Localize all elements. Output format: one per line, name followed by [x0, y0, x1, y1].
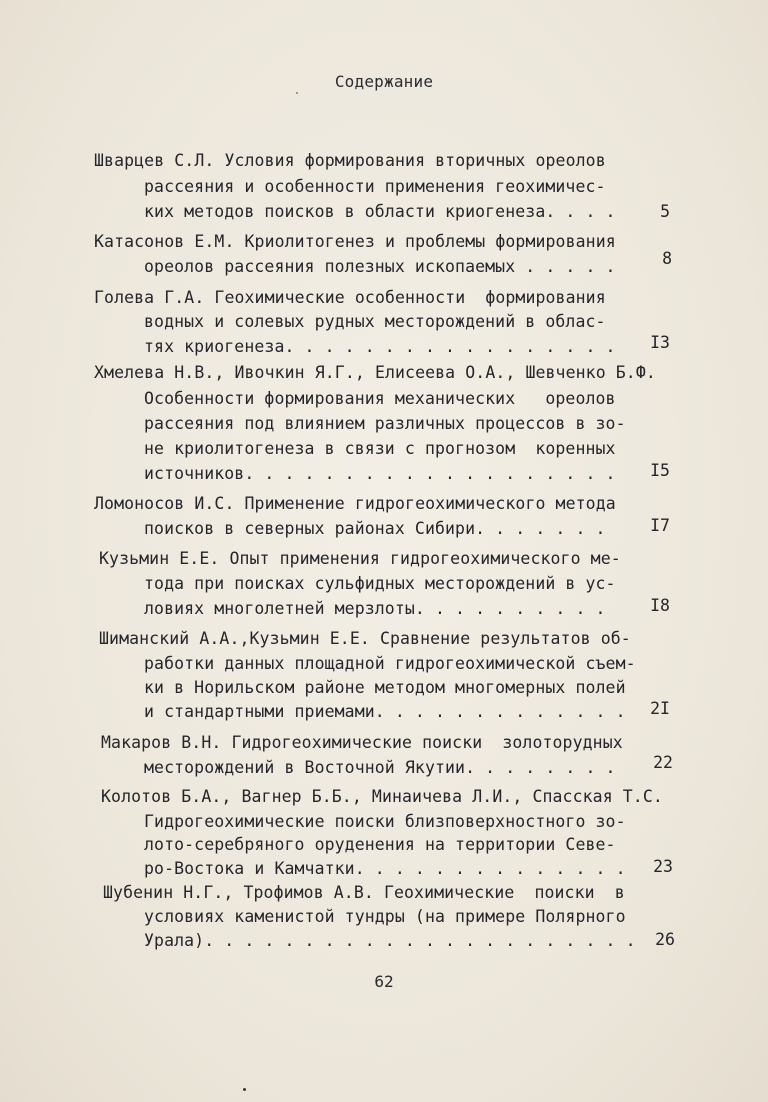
entry-page-number: 23: [653, 857, 673, 876]
entry-author-line: Хмелева Н.В., Ивочкин Я.Г., Елисеева О.А., Шевченко Б.Ф.: [94, 363, 656, 382]
entry-text-line: ро-Востока и Камчатки. . . . . . . . . . . . . .: [144, 859, 626, 878]
entry-author-line: Шварцев С.Л. Условия формирования вторичных ореолов: [94, 151, 606, 170]
entry-text-line: тях криогенеза. . . . . . . . . . . . . . . . .: [144, 337, 616, 356]
entry-author-line: Колотов Б.А., Вагнер Б.Б., Минаичева Л.И., Спасская Т.С.: [101, 787, 663, 806]
entry-text-line: месторождений в Восточной Якутии. . . . . . . .: [144, 758, 616, 777]
entry-author-line: Шиманский А.А.,Кузьмин Е.Е. Сравнение результатов об-: [99, 629, 631, 648]
entry-page-number: I8: [650, 596, 670, 615]
entry-page-number: 2I: [650, 699, 670, 718]
scan-speck: [243, 1088, 246, 1091]
entry-page-number: 22: [653, 753, 673, 772]
entry-text-line: водных и солевых рудных месторождений в облас-: [144, 312, 606, 331]
entry-page-number: 5: [660, 202, 670, 221]
entry-page-number: I5: [650, 461, 670, 480]
entry-text-line: ореолов рассеяния полезных ископаемых . . . . .: [144, 257, 616, 276]
entry-text-line: работки данных площадной гидрогеохимической съем-: [144, 654, 636, 673]
entry-text-line: не криолитогенеза в связи с прогнозом коренных: [144, 439, 616, 458]
entry-text-line: рассеяния и особенности применения геохимичес-: [144, 177, 606, 196]
entry-page-number: I7: [650, 516, 670, 535]
entry-author-line: Голева Г.А. Геохимические особенности формирования: [94, 288, 606, 307]
entry-page-number: 8: [662, 249, 672, 268]
page-number: 62: [374, 972, 394, 991]
entry-text-line: рассеяния под влиянием различных процессов в зо-: [144, 414, 626, 433]
entry-text-line: источников. . . . . . . . . . . . . . . . . . .: [144, 464, 616, 483]
entry-author-line: Ломоносов И.С. Применение гидрогеохимического метода: [94, 494, 616, 513]
entry-page-number: I3: [650, 333, 670, 352]
page-title: Содержание: [334, 72, 434, 91]
entry-text-line: лото-серебряного оруденения на территории Севе-: [144, 835, 616, 854]
scan-speck: [296, 92, 298, 94]
entry-text-line: Особенности формирования механических ореолов: [144, 389, 616, 408]
entry-text-line: Урала). . . . . . . . . . . . . . . . . . . . . .: [144, 931, 636, 950]
entry-text-line: ких методов поисков в области криогенеза. . . .: [144, 202, 616, 221]
entry-page-number: 26: [655, 930, 675, 949]
entry-author-line: Шубенин Н.Г., Трофимов А.В. Геохимические поиски в: [103, 883, 625, 902]
entry-text-line: поисков в северных районах Сибири. . . . . . .: [144, 519, 606, 538]
entry-author-line: Макаров В.Н. Гидрогеохимические поиски золоторудных: [101, 733, 623, 752]
entry-text-line: и стандартными приемами. . . . . . . . . . . . .: [144, 702, 626, 721]
entry-text-line: ки в Норильском районе методом многомерных полей: [144, 678, 626, 697]
entry-text-line: ловиях многолетней мерзлоты. . . . . . . . . .: [144, 599, 606, 618]
entry-text-line: Гидрогеохимические поиски близповерхностного зо-: [144, 812, 626, 831]
entry-author-line: Катасонов Е.М. Криолитогенез и проблемы формирования: [94, 232, 616, 251]
entry-text-line: условиях каменистой тундры (на примере Полярного: [144, 907, 626, 926]
entry-text-line: тода при поисках сульфидных месторождений в ус-: [144, 574, 616, 593]
entry-author-line: Кузьмин Е.Е. Опыт применения гидрогеохимического ме-: [99, 549, 621, 568]
